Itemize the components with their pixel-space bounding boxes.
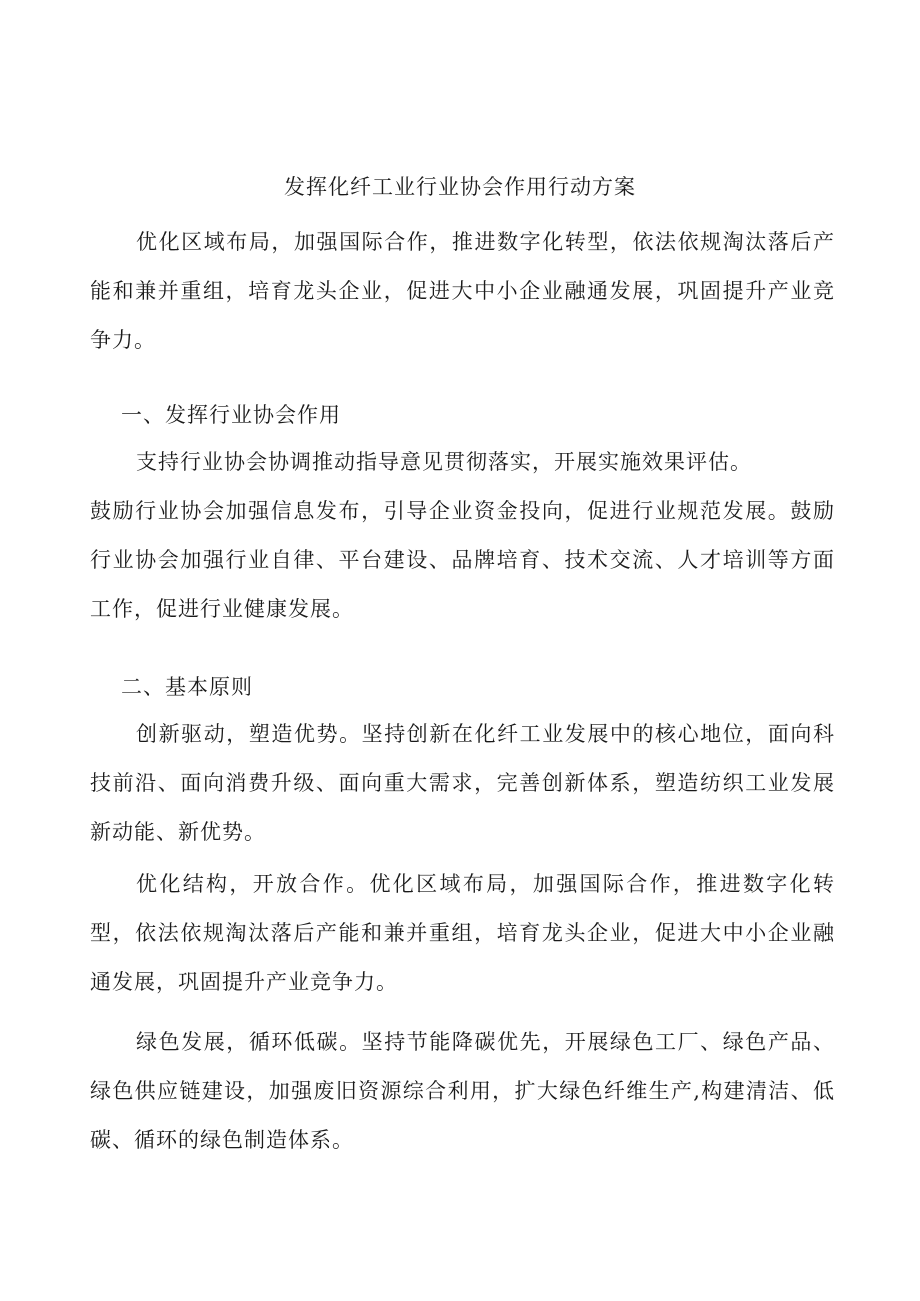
section-heading-2: 二、基本原则 xyxy=(121,675,253,699)
document-title: 发挥化纤工业行业协会作用行动方案 xyxy=(284,175,636,199)
intro-paragraph: 优化区域布局，加强国际合作，推进数字化转型，依法依规淘汰落后产能和兼并重组，培育龙头企业，促进大中小企业融通发展，巩固提升产业竞争力。 xyxy=(90,230,835,352)
section1-paragraph-2: 鼓励行业协会加强信息发布，引导企业资金投向，促进行业规范发展。鼓励行业协会加强行业自律、平台建设、品牌培育、技术交流、人才培训等方面工作，促进行业健康发展。 xyxy=(90,499,835,621)
section2-paragraph-1: 创新驱动，塑造优势。坚持创新在化纤工业发展中的核心地位，面向科技前沿、面向消费升级、面向重大需求，完善创新体系，塑造纺织工业发展新动能、新优势。 xyxy=(90,722,835,844)
section-heading-1: 一、发挥行业协会作用 xyxy=(121,403,341,427)
section1-paragraph-1: 支持行业协会协调推动指导意见贯彻落实，开展实施效果评估。 xyxy=(136,450,752,474)
section2-paragraph-2: 优化结构，开放合作。优化区域布局，加强国际合作，推进数字化转型，依法依规淘汰落后产能和兼并重组，培育龙头企业，促进大中小企业融通发展，巩固提升产业竞争力。 xyxy=(90,872,835,994)
section2-paragraph-3: 绿色发展，循环低碳。坚持节能降碳优先，开展绿色工厂、绿色产品、绿色供应链建设，加强废旧资源综合利用，扩大绿色纤维生产,构建清洁、低碳、循环的绿色制造体系。 xyxy=(90,1030,835,1152)
